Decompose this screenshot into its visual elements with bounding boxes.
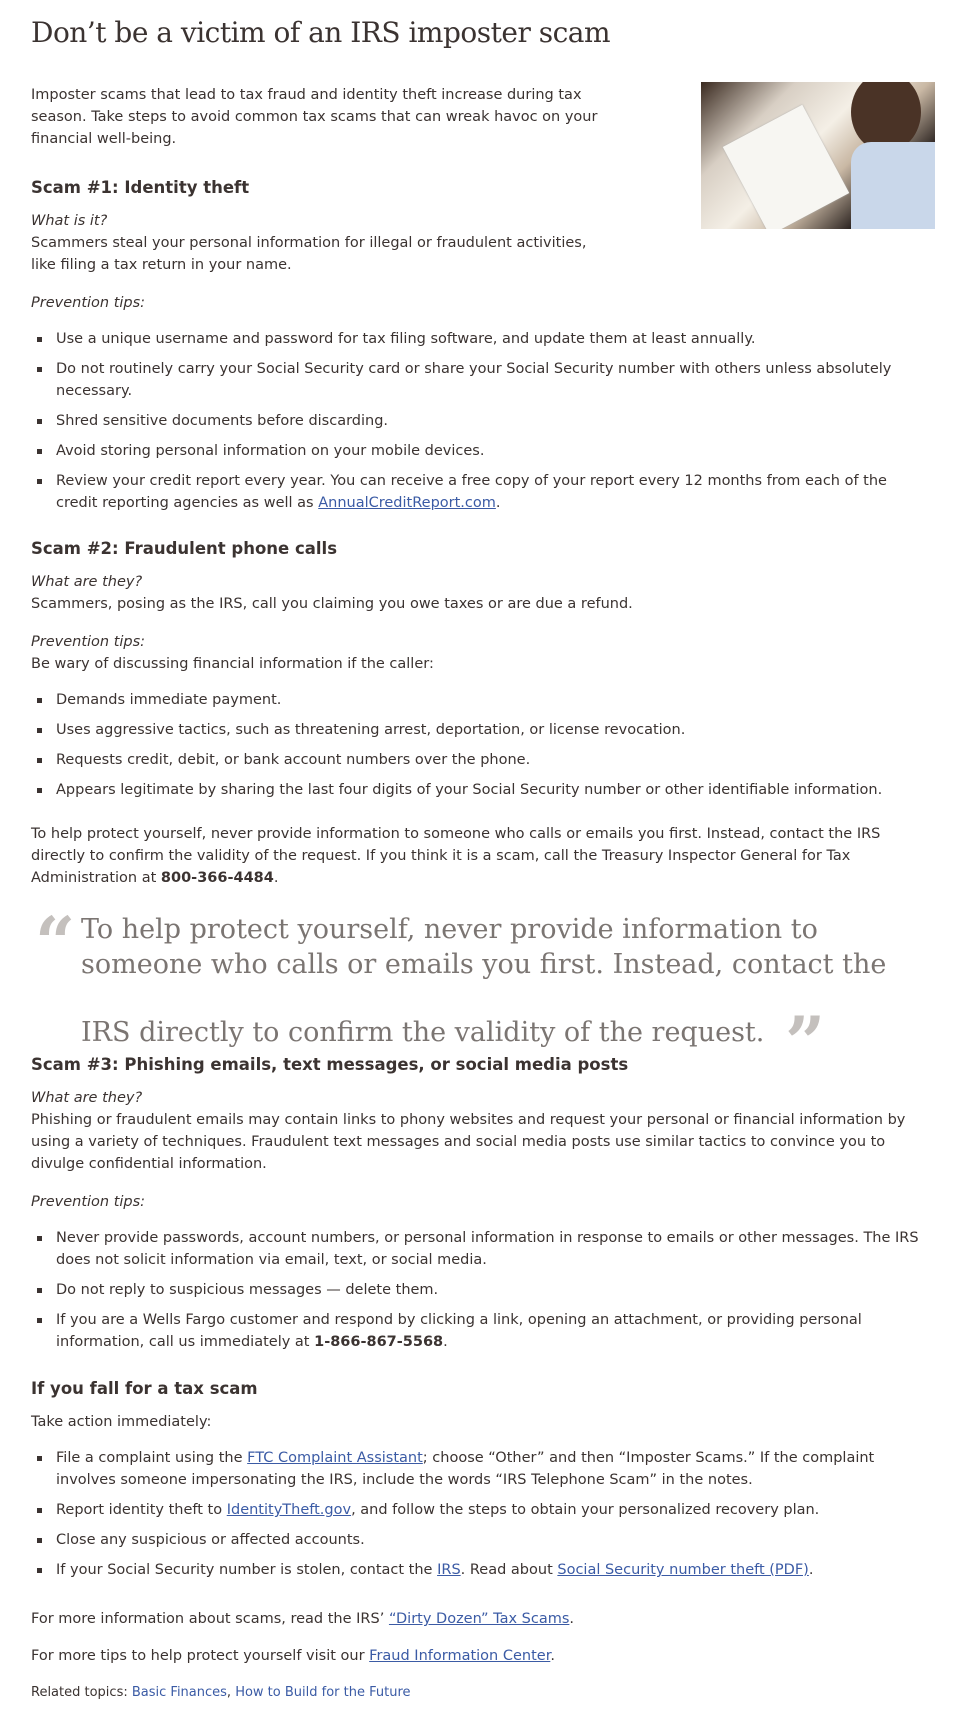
item-text: ; choose “Other” and then “Imposter Scams.” If the complaint involves someone impersonating the IRS, include the words “IRS Telephone Scam” in the notes. — [56, 1450, 875, 1488]
scam2-what-label-text: What are they? — [31, 574, 143, 590]
scam1-what-text: Scammers steal your personal information for illegal or fraudulent activities, like filing a tax return in your name. — [31, 235, 587, 273]
scam3-what-text: Phishing or fraudulent emails may contain links to phony websites and request your personal or financial information by using a variety of techniques. Fraudulent text messages and social media posts use similar tactics to convince you to divulge confidential information. — [31, 1112, 906, 1172]
scam3-what-label-text: What are they? — [31, 1090, 143, 1106]
pull-quote-text: To help protect yourself, never provide information to someone who calls or emails you first. Instead, contact the IRS directly to confirm the validity of the request. — [81, 914, 887, 1048]
list-item — [31, 1309, 926, 1353]
list-item: Use a unique username and password for tax filing software, and update them at least annually. — [31, 328, 926, 350]
item-text: Report identity theft to — [56, 1502, 227, 1518]
scam3-tips-list — [31, 1227, 926, 1361]
scam2-what-label — [31, 571, 926, 593]
page-title: Don’t be a victim of an IRS imposter scam — [31, 16, 611, 49]
scam3-tips-label-text: Prevention tips: — [31, 1194, 146, 1210]
scam1-heading: Scam #1: Identity theft — [31, 178, 250, 197]
list-item: Uses aggressive tactics, such as threatening arrest, deportation, or license revocation. — [31, 719, 926, 741]
scam1-tips-label — [31, 292, 926, 314]
fall-intro: Take action immediately: — [31, 1414, 212, 1430]
identitytheft-gov-link[interactable]: IdentityTheft.gov — [226, 1502, 352, 1518]
ssn-theft-pdf-link[interactable]: Social Security number theft (PDF) — [557, 1562, 809, 1578]
scam1-tips-label-text: Prevention tips: — [31, 295, 146, 311]
more-tips-end: . — [550, 1648, 555, 1664]
tip-end: . — [495, 495, 501, 511]
more-info-end: . — [569, 1611, 575, 1627]
annualcreditreport-link[interactable]: AnnualCreditReport.com — [318, 495, 496, 511]
related-separator: , — [226, 1685, 236, 1700]
protect-text: To help protect yourself, never provide information to someone who calls or emails you first. Instead, contact the IRS directly to confirm the validity of the request. If you think it is a scam, call the Treasury Inspector General for Tax Administration at — [31, 826, 881, 886]
item-text: , and follow the steps to obtain your personalized recovery plan. — [351, 1502, 820, 1518]
list-item — [31, 470, 926, 514]
protect-paragraph — [31, 823, 926, 889]
protect-end: . — [273, 870, 279, 886]
more-info-text: For more information about scams, read the IRS’ — [31, 1611, 389, 1627]
close-quote-icon: ” — [784, 1001, 826, 1084]
list-item: Never provide passwords, account numbers, or personal information in response to emails or other messages. The IRS does not solicit information via email, text, or social media. — [31, 1227, 926, 1271]
list-item: Demands immediate payment. — [31, 689, 926, 711]
tip-text: Review your credit report every year. You can receive a free copy of your report every 12 months from each of the credit reporting agencies as well as — [56, 473, 887, 511]
fall-heading: If you fall for a tax scam — [31, 1379, 258, 1398]
more-tips-paragraph — [31, 1645, 926, 1667]
item-text: . — [808, 1562, 814, 1578]
related-label: Related topics: — [31, 1685, 132, 1700]
tip-text: If you are a Wells Fargo customer and respond by clicking a link, opening an attachment, or providing personal information, call us immediately at — [56, 1312, 862, 1350]
scam3-heading: Scam #3: Phishing emails, text messages, or social media posts — [31, 1055, 629, 1074]
irs-link[interactable]: IRS — [437, 1562, 461, 1578]
intro-paragraph: Imposter scams that lead to tax fraud and identity theft increase during tax season. Take steps to avoid common tax scams that can wreak havoc on your financial well-being. — [31, 87, 598, 147]
scam2-heading: Scam #2: Fraudulent phone calls — [31, 539, 338, 558]
dirty-dozen-link[interactable]: “Dirty Dozen” Tax Scams — [388, 1611, 570, 1627]
item-text: File a complaint using the — [56, 1450, 248, 1466]
tigta-phone-number: 800-366-4484 — [160, 870, 274, 886]
related-topics — [31, 1682, 926, 1704]
list-item: Appears legitimate by sharing the last four digits of your Social Security number or other identifiable information. — [31, 779, 926, 801]
scam1-what-label — [31, 210, 926, 232]
scam2-tips-label — [31, 631, 926, 653]
tip-end: . — [443, 1334, 448, 1350]
scam2-tips-label-text: Prevention tips: — [31, 634, 146, 650]
scam1-what-label-text: What is it? — [31, 213, 108, 229]
list-item: Do not reply to suspicious messages — delete them. — [31, 1279, 926, 1301]
item-text: If your Social Security number is stolen, contact the — [56, 1562, 438, 1578]
list-item — [31, 1447, 926, 1491]
list-item: Close any suspicious or affected accounts. — [31, 1529, 926, 1551]
fraud-information-center-link[interactable]: Fraud Information Center — [369, 1648, 551, 1664]
scam2-tips-list — [31, 689, 926, 809]
ftc-complaint-assistant-link[interactable]: FTC Complaint Assistant — [247, 1450, 423, 1466]
list-item: Requests credit, debit, or bank account numbers over the phone. — [31, 749, 926, 771]
fall-actions-list — [31, 1447, 926, 1589]
item-text: . Read about — [460, 1562, 558, 1578]
scam1-tips-list — [31, 328, 926, 522]
build-for-future-link[interactable]: How to Build for the Future — [235, 1685, 411, 1700]
list-item — [31, 1499, 926, 1521]
list-item — [31, 1559, 926, 1581]
list-item: Do not routinely carry your Social Security card or share your Social Security number with others unless absolutely necessary. — [31, 358, 926, 402]
wells-fargo-phone-number: 1-866-867-5568 — [314, 1334, 444, 1350]
scam2-tips-intro: Be wary of discussing financial information if the caller: — [31, 656, 434, 672]
list-item: Shred sensitive documents before discarding. — [31, 410, 926, 432]
article-photo — [701, 82, 935, 229]
scam3-what-label — [31, 1087, 926, 1109]
list-item: Avoid storing personal information on your mobile devices. — [31, 440, 926, 462]
more-info-paragraph — [31, 1608, 926, 1630]
scam2-what-text: Scammers, posing as the IRS, call you claiming you owe taxes or are due a refund. — [31, 596, 633, 612]
open-quote-icon: “ — [35, 901, 76, 984]
scam3-tips-label — [31, 1191, 926, 1213]
more-tips-text: For more tips to help protect yourself visit our — [31, 1648, 370, 1664]
basic-finances-link[interactable]: Basic Finances — [131, 1685, 227, 1700]
